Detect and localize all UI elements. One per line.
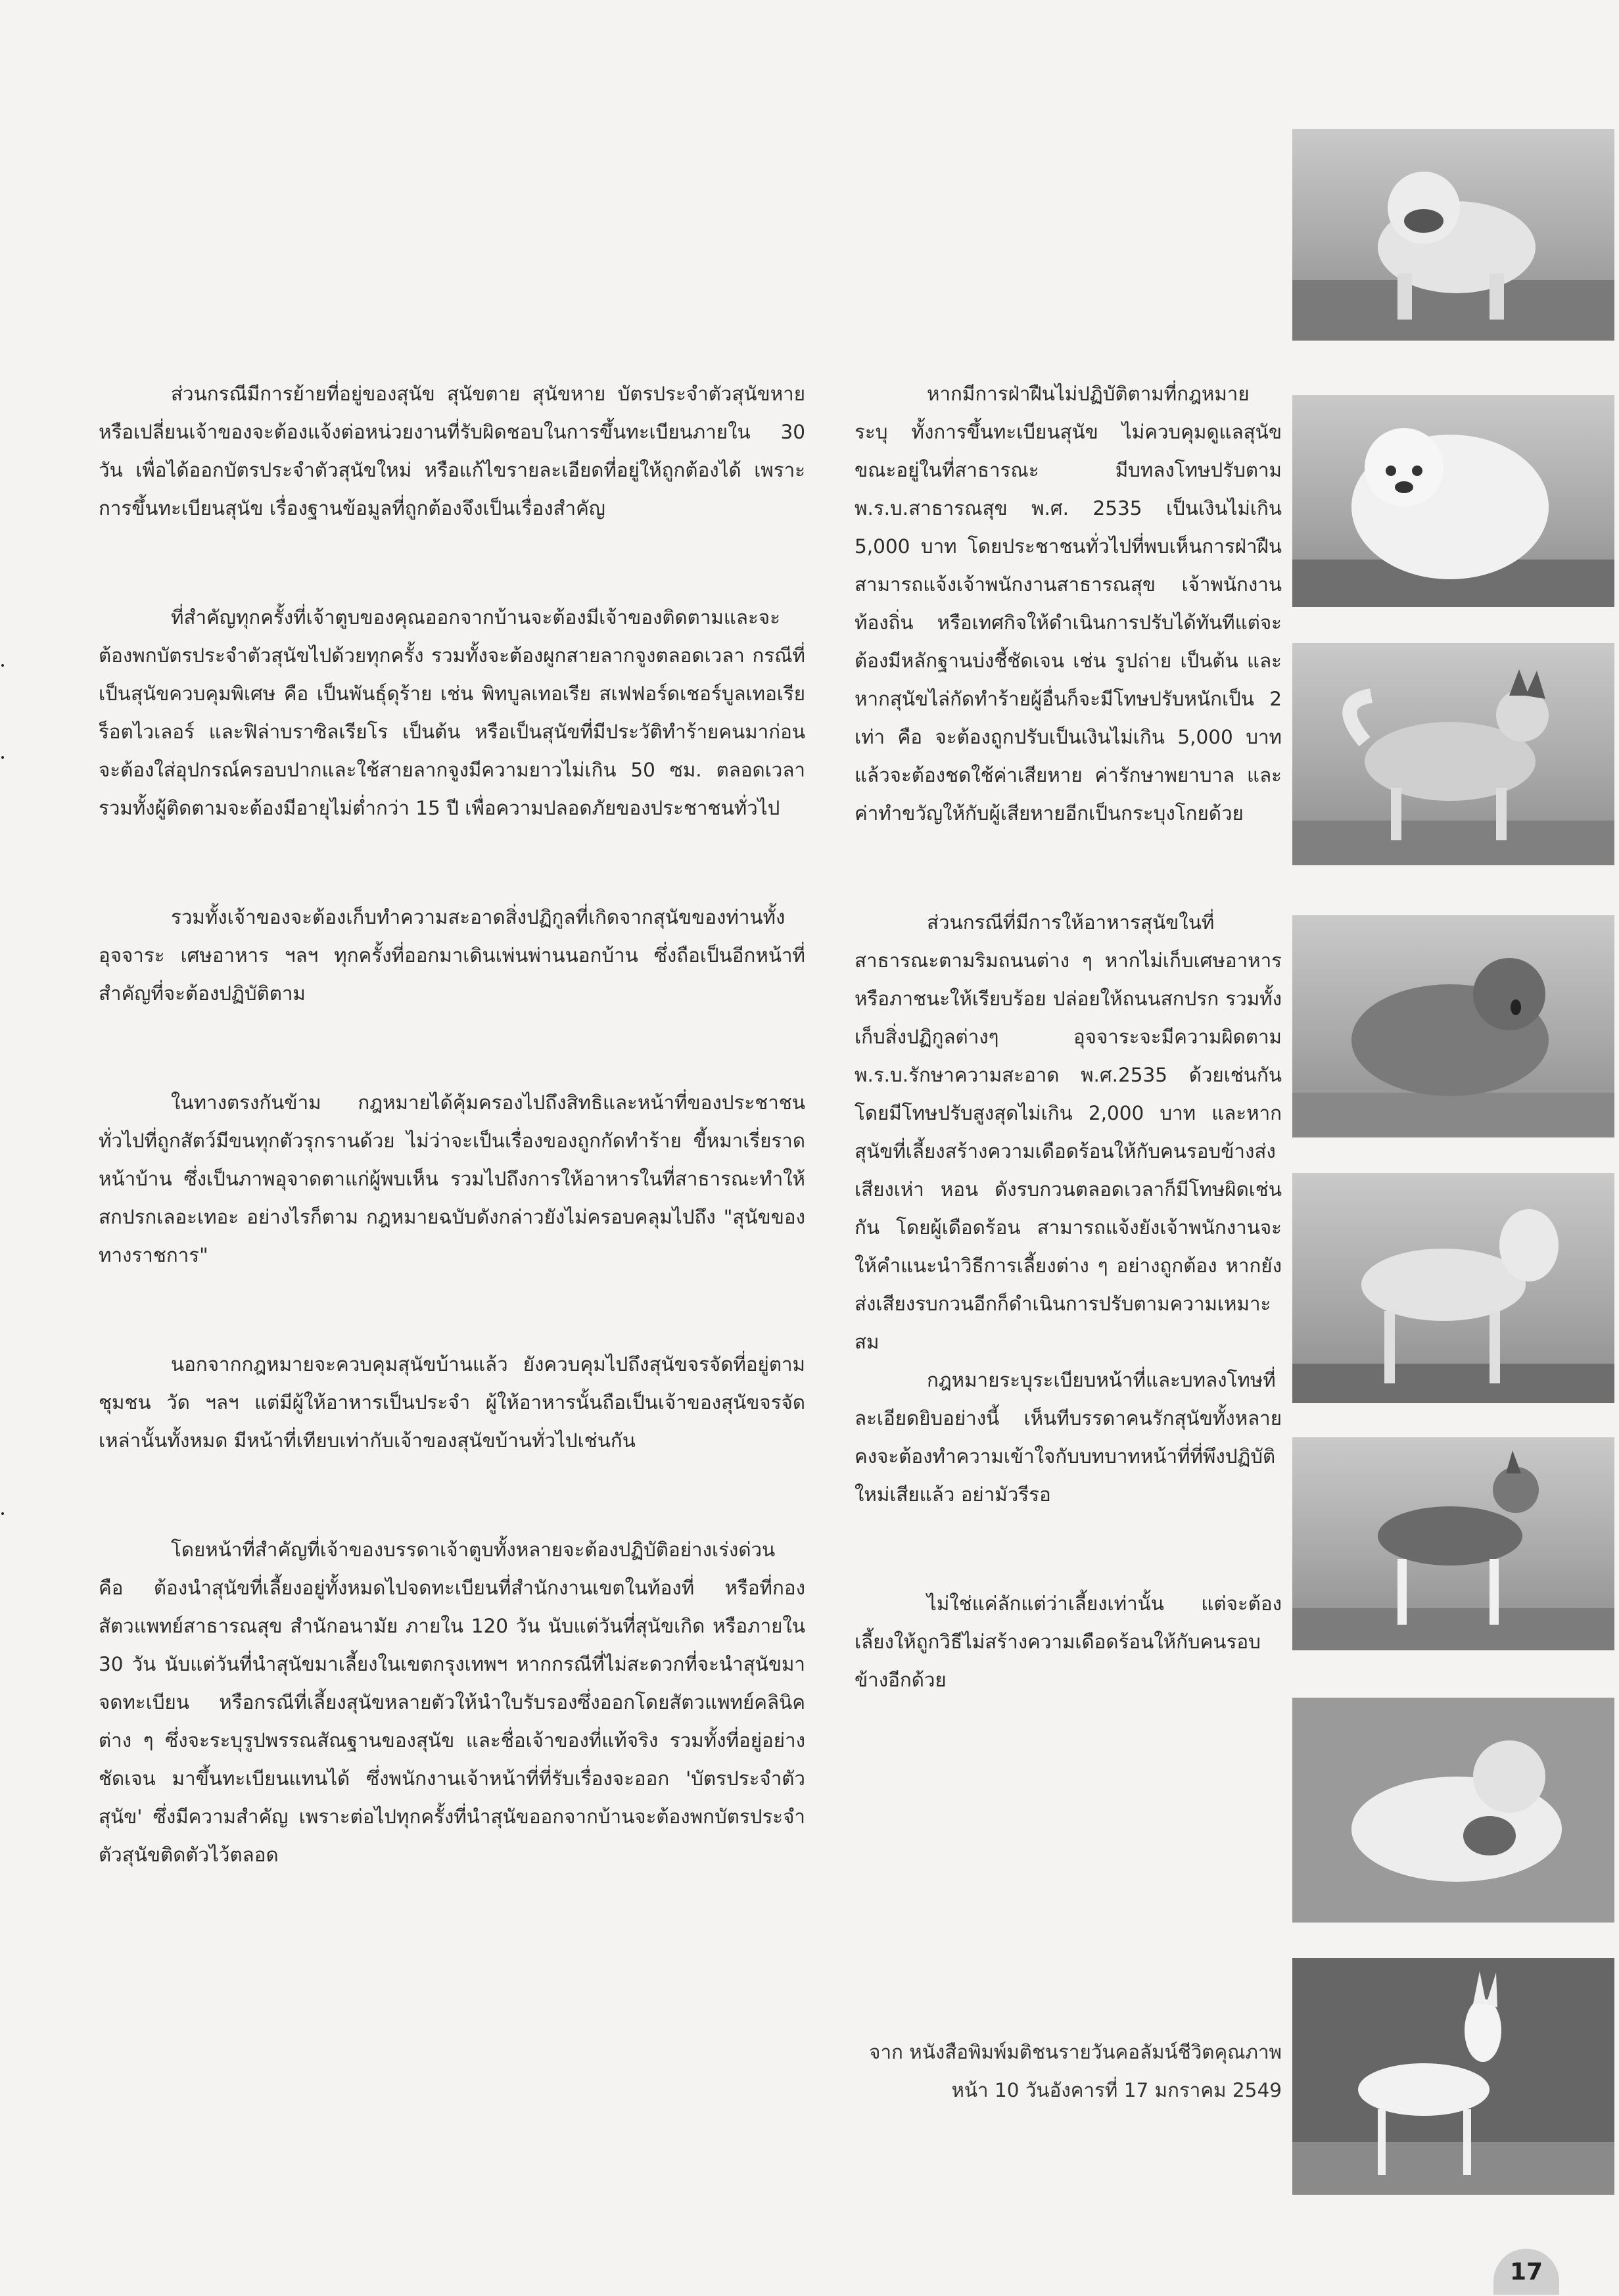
spitz-image (1292, 643, 1614, 865)
paragraph-registration-duty: โดยหน้าที่สำคัญที่เจ้าของบรรดาเจ้าตูบทั้งหลายจะต้องปฏิบัติอย่างเร่งด่วน คือ ต้องนำสุนัขที่เลี้ยงอยู่ทั้งหมดไปจดทะเบียนที่สำนักงานเขตในท้องที่ หรือที่กองสัตวแพทย์สาธารณสุข สำนักอนามัย ภายใน 120 วัน นับแต่วันที่สุนัขเกิด หรือภายใน 30 วัน นับแต่วันที่นำสุนัขมาเลี้ยงในเขตกรุงเทพฯ หากกรณีที่ไม่สะดวกที่จะนำสุนัขมาจดทะเบียน หรือกรณีที่เลี้ยงสุนัขหลายตัวให้นำใบรับรองซึ่งออกโดยสัตวแพทย์คลินิคต่าง ๆ ซึ่งจะระบุรูปพรรณสัณฐานของสุนัข และชื่อเจ้าของที่แท้จริง รวมทั้งที่อยู่อย่างชัดเจน มาขึ้นทะเบียนแทนได้ ซึ่งพนักงานเจ้าหน้าที่ที่รับเรื่องจะออก 'บัตรประจำตัวสุนัข' ซึ่งมีความสำคัญ เพราะต่อไปทุกครั้งที่นำสุนัขออกจากบ้านจะต้องพกบัตรประจำตัวสุนัขติดตัวไว้ตลอด (99, 1539, 805, 1866)
photo-shaggy-terrier (1292, 1698, 1614, 1923)
paragraph-waste-cleanup: รวมทั้งเจ้าของจะต้องเก็บทำความสะอาดสิ่งปฏิกูลที่เกิดจากสุนัขของท่านทั้งอุจจาระ เศษอาหาร ฯลฯ ทุกครั้งที่ออกมาเดินเพ่นพ่านนอกบ้าน ซึ่งถือเป็นอีกหน้าที่สำคัญที่จะต้องปฏิบัติตาม (99, 906, 805, 1005)
photo-spitz (1292, 643, 1614, 865)
scan-speck (1, 664, 4, 667)
scan-speck (1, 1512, 4, 1515)
basenji-image (1292, 1437, 1614, 1650)
paragraph-address-change: ส่วนกรณีมีการย้ายที่อยู่ของสุนัข สุนัขตาย สุนัขหาย บัตรประจำตัวสุนัขหาย หรือเปลี่ยนเจ้าของจะต้องแจ้งต่อหน่วยงานที่รับผิดชอบในการขึ้นทะเบียนภายใน 30 วัน เพื่อได้ออกบัตรประจำตัวสุนัขใหม่ หรือแก้ไขรายละเอียดที่อยู่ให้ถูกต้องได้ เพราะการขึ้นทะเบียนสุนัข เรื่องฐานข้อมูลที่ถูกต้องจึงเป็นเรื่องสำคัญ (99, 383, 805, 519)
paragraph-public-feeding: ส่วนกรณีที่มีการให้อาหารสุนัขในที่สาธารณะตามริมถนนต่าง ๆ หากไม่เก็บเศษอาหารหรือภาชนะให้เรียบร้อย ปล่อยให้ถนนสกปรก รวมทั้งเก็บสิ่งปฏิกูลต่างๆ อุจจาระจะมีความผิดตาม พ.ร.บ.รักษาความสะอาด พ.ศ.2535 ด้วยเช่นกันโดยมีโทษปรับสูงสุดไม่เกิน 2,000 บาท และหากสุนัขที่เลี้ยงสร้างความเดือดร้อนให้กับคนรอบข้างส่งเสียงเห่า หอน ดังรบกวนตลอดเวลาก็มีโทษผิดเช่นกัน โดยผู้เดือดร้อน สามารถแจ้งยังเจ้าพนักงานจะให้คำแนะนำวิธีการเลี้ยงต่าง ๆ อย่างถูกต้อง หากยังส่งเสียงรบกวนอีกก็ดำเนินการปรับตามความเหมาะสม (855, 911, 1282, 1353)
paragraph-penalties: หากมีการฝ่าฝืนไม่ปฏิบัติตามที่กฎหมายระบุ ทั้งการขึ้นทะเบียนสุนัข ไม่ควบคุมดูแลสุนัขขณะอยู่ในที่สาธารณะ มีบทลงโทษปรับตาม พ.ร.บ.สาธารณสุข พ.ศ. 2535 เป็นเงินไม่เกิน 5,000 บาท โดยประชาชนทั่วไปที่พบเห็นการฝ่าฝืนสามารถแจ้งเจ้าพนักงานสาธารณสุข เจ้าพนักงานท้องถิ่น หรือเทศกิจให้ดำเนินการปรับได้ทันทีแต่จะต้องมีหลักฐานบ่งชี้ชัดเจน เช่น รูปถ่าย เป็นต้น และหากสุนัขไล่กัดทำร้ายผู้อื่นก็จะมีโทษปรับหนักเป็น 2 เท่า คือ จะต้องถูกปรับเป็นเงินไม่เกิน 5,000 บาท แล้วจะต้องชดใช้ค่าเสียหาย ค่ารักษาพยาบาล และค่าทำขวัญให้กับผู้เสียหายอีกเป็นกระบุงโกยด้วย (855, 383, 1282, 825)
right-column (855, 375, 1282, 1699)
scan-speck (1, 756, 4, 759)
long-haired-dog-image (1292, 915, 1614, 1137)
photo-bedlington (1292, 1173, 1614, 1403)
bulldog-image (1292, 129, 1614, 341)
paragraph-conclusion: ไม่ใช่แค่ลักแต่ว่าเลี้ยงเท่านั้น แต่จะต้องเลี้ยงให้ถูกวิธีไม่สร้างความเดือดร้อนให้กับคนรอบข้างอีกด้วย (855, 1592, 1282, 1691)
paragraph-stray-dogs: นอกจากกฎหมายจะควบคุมสุนัขบ้านแล้ว ยังควบคุมไปถึงสุนัขจรจัดที่อยู่ตามชุมชน วัด ฯลฯ แต่มีผู้ให้อาหารเป็นประจำ ผู้ให้อาหารนั้นถือเป็นเจ้าของสุนัขจรจัดเหล่านั้นทั้งหมด มีหน้าที่เทียบเท่ากับเจ้าของสุนัขบ้านทั่วไปเช่นกัน (99, 1353, 805, 1452)
photo-long-haired-dog (1292, 915, 1614, 1137)
paragraph-law-detail: กฎหมายระบุระเบียบหน้าที่และบทลงโทษที่ละเอียดยิบอย่างนี้ เห็นทีบรรดาคนรักสุนัขทั้งหลายคงจะต้องทำความเข้าใจกับบทบาทหน้าที่ที่พึงปฏิบัติใหม่เสียแล้ว อย่ามัวรีรอ (855, 1369, 1282, 1506)
ibizan-hound-image (1292, 1958, 1614, 2195)
chow-chow-image (1292, 395, 1614, 607)
source-line-1: จาก หนังสือพิมพ์มติชนรายวันคอลัมน์ชีวิตคุณภาพ (869, 2041, 1282, 2063)
bedlington-image (1292, 1173, 1614, 1403)
photo-basenji (1292, 1437, 1614, 1650)
photo-chow-chow (1292, 395, 1614, 607)
photo-ibizan-hound (1292, 1958, 1614, 2195)
paragraph-owner-escort: ที่สำคัญทุกครั้งที่เจ้าตูบของคุณออกจากบ้านจะต้องมีเจ้าของติดตามและจะต้องพกบัตรประจำตัวสุนัขไปด้วยทุกครั้ง รวมทั้งจะต้องผูกสายลากจูงตลอดเวลา กรณีที่เป็นสุนัขควบคุมพิเศษ คือ เป็นพันธุ์ดุร้าย เช่น พิทบูลเทอเรีย สเฟฟอร์ดเชอร์บูลเทอเรีย ร็อตไวเลอร์ และฟิล่าบราซิลเรียโร เป็นต้น หรือเป็นสุนัขที่มีประวัติทำร้ายคนมาก่อน จะต้องใส่อุปกรณ์ครอบปากและใช้สายลากจูงมีความยาวไม่เกิน 50 ซม. ตลอดเวลา รวมทั้งผู้ติดตามจะต้องมีอายุไม่ต่ำกว่า 15 ปี เพื่อความปลอดภัยของประชาชนทั่วไป (99, 606, 805, 819)
source-line-2: หน้า 10 วันอังคารที่ 17 มกราคม 2549 (951, 2079, 1282, 2101)
source-credit (809, 2033, 1282, 2109)
page-number: 17 (1493, 2249, 1559, 2295)
paragraph-public-rights: ในทางตรงกันข้าม กฎหมายได้คุ้มครองไปถึงสิทธิและหน้าที่ของประชาชนทั่วไปที่ถูกสัตว์มีขนทุกตัวรุกรานด้วย ไม่ว่าจะเป็นเรื่องของถูกกัดทำร้าย ขี้หมาเรี่ยราดหน้าบ้าน ซึ่งเป็นภาพอุจาดตาแก่ผู้พบเห็น รวมไปถึงการให้อาหารในที่สาธารณะทำให้สกปรกเลอะเทอะ อย่างไรก็ตาม กฎหมายฉบับดังกล่าวยังไม่ครอบคลุมไปถึง "สุนัขของทางราชการ" (99, 1091, 805, 1266)
left-column (99, 375, 805, 1874)
photo-bulldog (1292, 129, 1614, 341)
shaggy-terrier-image (1292, 1698, 1614, 1923)
